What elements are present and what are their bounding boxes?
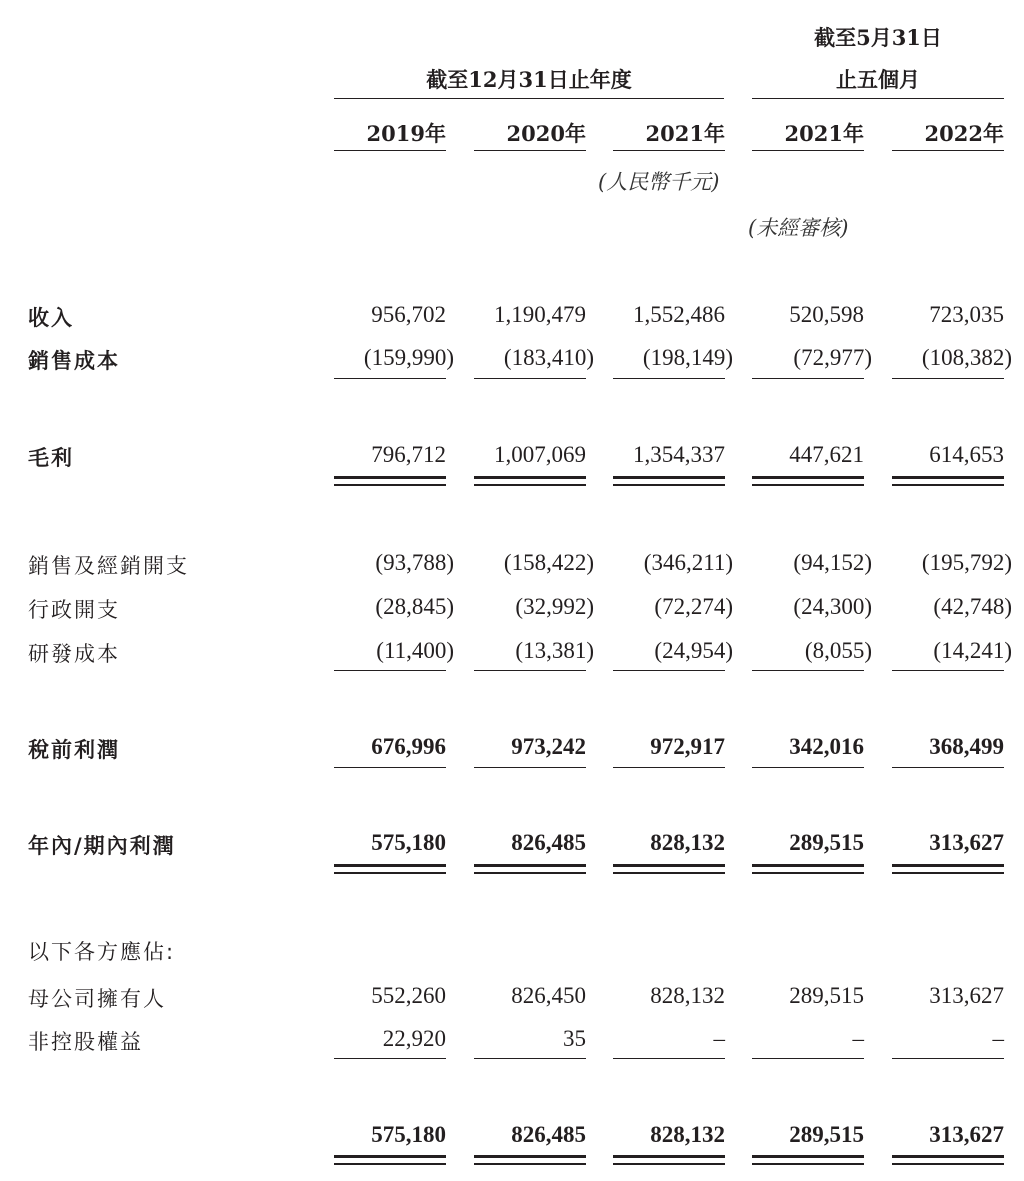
double-rule-bottom [613, 484, 725, 486]
row-label-selling-expenses: 銷售及經銷開支 [28, 554, 189, 578]
double-rule-top [334, 1155, 446, 1158]
year-header-2020: 2020年 [506, 121, 586, 146]
row-label-revenue: 收入 [28, 306, 74, 330]
cell-owners-2021-interim: 289,515 [789, 983, 864, 1008]
cell-owners-2021: 828,132 [650, 983, 725, 1008]
double-rule-bottom [752, 484, 864, 486]
subtotal-rule [334, 378, 446, 379]
row-label-admin-expenses: 行政開支 [28, 598, 120, 622]
cell-total-2019: 575,180 [371, 1122, 446, 1147]
cell-selling-2021: (346,211) [643, 550, 733, 575]
double-rule-top [334, 864, 446, 867]
row-label-non-controlling: 非控股權益 [28, 1030, 143, 1054]
cell-revenue-2019: 956,702 [371, 302, 446, 327]
double-rule-top [613, 864, 725, 867]
year-rule [892, 150, 1004, 151]
double-rule-bottom [892, 1163, 1004, 1165]
cell-profit-2019: 575,180 [371, 830, 446, 855]
double-rule-top [474, 476, 586, 479]
header-group-five-months-line1: 截至5月31日 [814, 25, 942, 50]
double-rule-bottom [892, 484, 1004, 486]
subtotal-rule [752, 767, 864, 768]
cell-profit-2020: 826,485 [511, 830, 586, 855]
subtotal-rule [613, 767, 725, 768]
double-rule-bottom [474, 484, 586, 486]
subtotal-rule [474, 1058, 586, 1059]
double-rule-top [752, 864, 864, 867]
cell-revenue-2022-interim: 723,035 [929, 302, 1004, 327]
cell-total-2021-interim: 289,515 [789, 1122, 864, 1147]
cell-nci-2021: – [713, 1026, 725, 1051]
cell-admin-2020: (32,992) [515, 594, 594, 619]
cell-selling-2022-interim: (195,792) [921, 550, 1012, 575]
subtotal-rule [613, 378, 725, 379]
header-group2-rule [752, 98, 1004, 99]
double-rule-top [474, 864, 586, 867]
cell-cost-of-sales-2021: (198,149) [642, 345, 733, 370]
cell-rnd-2022-interim: (14,241) [933, 638, 1012, 663]
double-rule-bottom [613, 872, 725, 874]
subtotal-rule [474, 670, 586, 671]
cell-owners-2019: 552,260 [371, 983, 446, 1008]
subtotal-rule [613, 670, 725, 671]
year-header-2019: 2019年 [366, 121, 446, 146]
year-rule [613, 150, 725, 151]
double-rule-bottom [474, 872, 586, 874]
header-group1-rule [334, 98, 724, 99]
double-rule-top [752, 476, 864, 479]
cell-nci-2022-interim: – [992, 1026, 1004, 1051]
subtotal-rule [334, 767, 446, 768]
cell-admin-2022-interim: (42,748) [933, 594, 1012, 619]
row-label-profit-for-period: 年內/期內利潤 [28, 834, 176, 858]
double-rule-bottom [474, 1163, 586, 1165]
double-rule-bottom [334, 872, 446, 874]
cell-rnd-2021: (24,954) [654, 638, 733, 663]
cell-total-2022-interim: 313,627 [929, 1122, 1004, 1147]
currency-note: (人民幣千元) [598, 170, 720, 194]
cell-rnd-2021-interim: (8,055) [804, 638, 872, 663]
subtotal-rule [892, 670, 1004, 671]
cell-pbt-2019: 676,996 [371, 734, 446, 759]
cell-revenue-2021-interim: 520,598 [789, 302, 864, 327]
year-rule [474, 150, 586, 151]
double-rule-bottom [752, 1163, 864, 1165]
unaudited-note: (未經審核) [748, 216, 849, 240]
cell-gross-profit-2022-interim: 614,653 [929, 442, 1004, 467]
cell-admin-2019: (28,845) [375, 594, 454, 619]
double-rule-top [334, 476, 446, 479]
row-label-cost-of-sales: 銷售成本 [28, 349, 120, 373]
double-rule-bottom [752, 872, 864, 874]
header-group-five-months-line2: 止五個月 [836, 67, 920, 92]
cell-selling-2020: (158,422) [503, 550, 594, 575]
row-label-attributable-to: 以下各方應佔: [28, 940, 176, 964]
cell-admin-2021: (72,274) [654, 594, 733, 619]
double-rule-top [752, 1155, 864, 1158]
cell-pbt-2022-interim: 368,499 [929, 734, 1004, 759]
cell-gross-profit-2019: 796,712 [371, 442, 446, 467]
cell-total-2021: 828,132 [650, 1122, 725, 1147]
row-label-rnd-costs: 研發成本 [28, 642, 120, 666]
double-rule-top [474, 1155, 586, 1158]
cell-profit-2022-interim: 313,627 [929, 830, 1004, 855]
cell-pbt-2020: 973,242 [511, 734, 586, 759]
cell-revenue-2021: 1,552,486 [633, 302, 725, 327]
cell-nci-2020: 35 [563, 1026, 586, 1051]
subtotal-rule [334, 1058, 446, 1059]
cell-nci-2019: 22,920 [382, 1026, 446, 1051]
cell-cost-of-sales-2019: (159,990) [363, 345, 454, 370]
row-label-profit-before-tax: 稅前利潤 [28, 738, 120, 762]
cell-profit-2021-interim: 289,515 [789, 830, 864, 855]
cell-revenue-2020: 1,190,479 [494, 302, 586, 327]
cell-gross-profit-2021-interim: 447,621 [789, 442, 864, 467]
double-rule-top [892, 476, 1004, 479]
row-label-gross-profit: 毛利 [28, 446, 74, 470]
cell-admin-2021-interim: (24,300) [793, 594, 872, 619]
cell-nci-2021-interim: – [852, 1026, 864, 1051]
cell-owners-2020: 826,450 [511, 983, 586, 1008]
cell-pbt-2021: 972,917 [650, 734, 725, 759]
cell-gross-profit-2020: 1,007,069 [494, 442, 586, 467]
cell-cost-of-sales-2021-interim: (72,977) [793, 345, 872, 370]
double-rule-bottom [892, 872, 1004, 874]
cell-gross-profit-2021: 1,354,337 [633, 442, 725, 467]
subtotal-rule [892, 1058, 1004, 1059]
cell-rnd-2020: (13,381) [515, 638, 594, 663]
year-header-2022-interim: 2022年 [924, 121, 1004, 146]
subtotal-rule [474, 378, 586, 379]
cell-cost-of-sales-2020: (183,410) [503, 345, 594, 370]
subtotal-rule [613, 1058, 725, 1059]
cell-rnd-2019: (11,400) [376, 638, 454, 663]
double-rule-top [613, 476, 725, 479]
subtotal-rule [752, 378, 864, 379]
cell-selling-2021-interim: (94,152) [793, 550, 872, 575]
cell-owners-2022-interim: 313,627 [929, 983, 1004, 1008]
double-rule-bottom [334, 484, 446, 486]
double-rule-bottom [613, 1163, 725, 1165]
subtotal-rule [892, 378, 1004, 379]
subtotal-rule [474, 767, 586, 768]
subtotal-rule [334, 670, 446, 671]
year-header-2021-interim: 2021年 [784, 121, 864, 146]
year-header-2021: 2021年 [645, 121, 725, 146]
cell-profit-2021: 828,132 [650, 830, 725, 855]
double-rule-top [892, 1155, 1004, 1158]
cell-total-2020: 826,485 [511, 1122, 586, 1147]
subtotal-rule [752, 670, 864, 671]
double-rule-top [613, 1155, 725, 1158]
double-rule-top [892, 864, 1004, 867]
cell-pbt-2021-interim: 342,016 [789, 734, 864, 759]
subtotal-rule [752, 1058, 864, 1059]
double-rule-bottom [334, 1163, 446, 1165]
cell-cost-of-sales-2022-interim: (108,382) [921, 345, 1012, 370]
year-rule [752, 150, 864, 151]
cell-selling-2019: (93,788) [375, 550, 454, 575]
header-group-year-ended: 截至12月31日止年度 [426, 67, 632, 92]
subtotal-rule [892, 767, 1004, 768]
year-rule [334, 150, 446, 151]
row-label-owners-of-parent: 母公司擁有人 [28, 987, 166, 1011]
